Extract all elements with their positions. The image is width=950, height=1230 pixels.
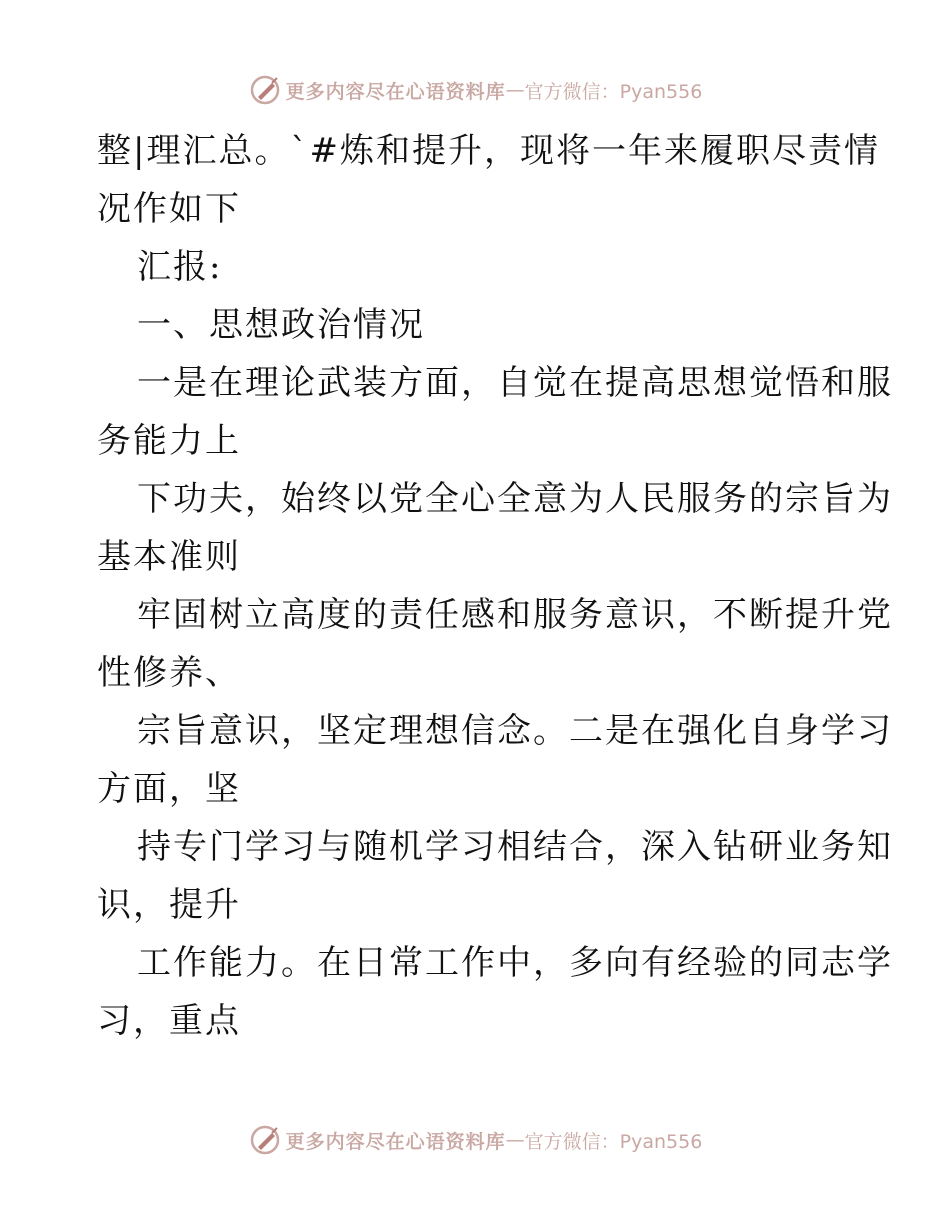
text-line: 宗旨意识，坚定理想信念。二是在强化自身学习 [137, 711, 893, 751]
text-line: 一、思想政治情况 [137, 305, 425, 345]
text-line: 整|理汇总。`#炼和提升，现将一年来履职尽责情 [97, 131, 880, 171]
text-line: 下功夫，始终以党全心全意为人民服务的宗旨为 [137, 479, 893, 519]
watermark-contact: 官方微信：Pyan556 [524, 80, 703, 103]
text-line: 况作如下 [97, 189, 241, 229]
watermark-brand: 更多内容尽在心语资料库 [285, 1130, 506, 1153]
text-line: 方面，坚 [97, 769, 241, 809]
watermark-brand: 更多内容尽在心语资料库 [285, 80, 506, 103]
text-line: 基本准则 [97, 537, 241, 577]
text-line: 习，重点 [97, 1001, 241, 1041]
text-line: 一是在理论武装方面，自觉在提高思想觉悟和服 [137, 363, 893, 403]
watermark-separator: — [505, 1129, 525, 1151]
text-line: 识，提升 [97, 885, 241, 925]
text-line: 汇报: [137, 247, 223, 287]
footer-watermark [0, 1120, 950, 1160]
text-line: 牢固树立高度的责任感和服务意识，不断提升党 [137, 595, 893, 635]
text-line: 务能力上 [97, 421, 241, 461]
text-line: 性修养、 [97, 653, 241, 693]
header-watermark [0, 70, 950, 110]
pen-logo-icon [248, 1123, 282, 1157]
watermark-separator: — [505, 79, 525, 101]
document-body [97, 122, 893, 1050]
watermark-contact: 官方微信：Pyan556 [524, 1130, 703, 1153]
text-line: 工作能力。在日常工作中，多向有经验的同志学 [137, 943, 893, 983]
text-line: 持专门学习与随机学习相结合，深入钻研业务知 [137, 827, 893, 867]
pen-logo-icon [248, 73, 282, 107]
